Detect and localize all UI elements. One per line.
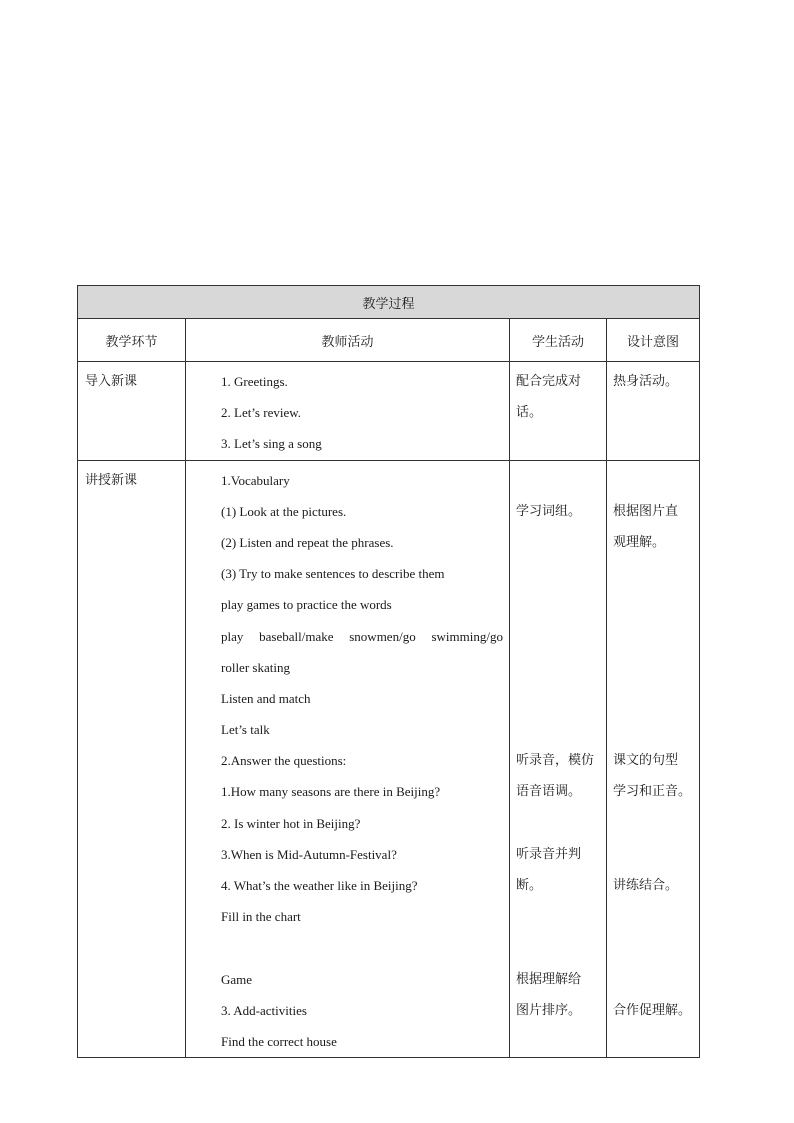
student-activity-cell: [510, 362, 607, 461]
teacher-line: play games to practice the words: [221, 597, 392, 613]
intent-line: [607, 621, 699, 652]
teacher-line: 3. Let’s sing a song: [221, 436, 322, 452]
teacher-line: 2. Let’s review.: [221, 405, 302, 421]
student-line: 语音语调。: [516, 784, 582, 800]
teacher-activity-cell: [186, 460, 510, 1058]
intent-line: 讲练结合。: [613, 878, 679, 893]
teacher-line: Fill in the chart: [221, 909, 301, 925]
teacher-line: roller skating: [221, 659, 290, 675]
header-teacher-activity: 教师活动: [186, 319, 510, 362]
student-line: [510, 683, 606, 714]
student-line: 听录音并判: [516, 846, 582, 862]
intent-line: 合作促理解。: [613, 1002, 692, 1018]
intent-line: [607, 465, 699, 496]
header-stage: 教学环节: [78, 319, 186, 362]
teacher-line: 2. Is winter hot in Beijing?: [221, 815, 361, 831]
student-line: [510, 621, 606, 652]
header-design-intent: 设计意图: [607, 319, 700, 362]
intent-line: [607, 839, 699, 870]
intent-line: [607, 683, 699, 714]
teacher-line: (1) Look at the pictures.: [221, 503, 347, 519]
student-line: [510, 808, 606, 839]
teacher-line: Find the correct house: [221, 1033, 337, 1049]
teacher-line: 3. Add-activities: [221, 1002, 307, 1018]
teacher-line: 1.How many seasons are there in Beijing?: [221, 784, 441, 800]
teacher-activity-cell: [186, 362, 510, 461]
student-line: 断。: [516, 878, 543, 893]
intent-line: [607, 932, 699, 963]
student-activity-cell: [510, 460, 607, 1058]
teacher-line: Game: [221, 971, 253, 987]
teacher-line: 1. Greetings.: [221, 374, 288, 389]
intent-line: [607, 1026, 699, 1057]
intent-line: 学习和正音。: [613, 784, 692, 800]
student-line: [510, 589, 606, 620]
stage-cell: 导入新课: [78, 362, 186, 461]
intent-line: [607, 558, 699, 589]
student-line: [510, 558, 606, 589]
teaching-process-table: [77, 285, 700, 1058]
intent-line: [607, 589, 699, 620]
intent-line: 课文的句型: [613, 753, 679, 769]
student-line: [510, 428, 606, 459]
table-row: [78, 460, 700, 1058]
stage-cell: 讲授新课: [78, 460, 186, 1058]
student-line: 根据理解给: [516, 971, 582, 987]
student-line: [510, 901, 606, 932]
table-header-row: [78, 319, 700, 362]
student-line: [510, 652, 606, 683]
table-row: [78, 362, 700, 461]
student-line: [510, 1026, 606, 1057]
intent-line: [607, 428, 699, 459]
teacher-line: (2) Listen and repeat the phrases.: [221, 534, 394, 550]
student-line: [510, 714, 606, 745]
design-intent-cell: [607, 362, 700, 461]
student-line: [510, 465, 606, 496]
design-intent-cell: [607, 460, 700, 1058]
teacher-line: [186, 932, 509, 963]
intent-line: [607, 808, 699, 839]
student-line: 话。: [516, 405, 543, 421]
teacher-line: 2.Answer the questions:: [221, 753, 347, 769]
teacher-line: (3) Try to make sentences to describe them: [221, 566, 445, 582]
table-title: 教学过程: [78, 286, 700, 319]
intent-line: [607, 397, 699, 428]
teacher-line: play baseball/make snowmen/go swimming/go: [221, 628, 503, 644]
intent-line: [607, 652, 699, 683]
table-title-row: [78, 286, 700, 319]
student-line: 听录音，模仿: [516, 753, 595, 769]
student-line: 图片排序。: [516, 1002, 582, 1018]
student-line: [510, 932, 606, 963]
student-line: 配合完成对: [516, 374, 582, 389]
intent-line: 根据图片直: [613, 503, 679, 519]
intent-line: [607, 901, 699, 932]
intent-line: 观理解。: [613, 534, 666, 550]
intent-line: [607, 714, 699, 745]
teacher-line: 4. What’s the weather like in Beijing?: [221, 878, 418, 893]
teacher-line: 1.Vocabulary: [221, 472, 290, 488]
intent-line: [607, 964, 699, 995]
teacher-line: Let’s talk: [221, 722, 270, 738]
student-line: [510, 527, 606, 558]
teacher-line: 3.When is Mid-Autumn-Festival?: [221, 846, 397, 862]
teacher-line: Listen and match: [221, 690, 311, 706]
intent-line: 热身活动。: [613, 374, 679, 389]
header-student-activity: 学生活动: [510, 319, 607, 362]
student-line: 学习词组。: [516, 503, 582, 519]
